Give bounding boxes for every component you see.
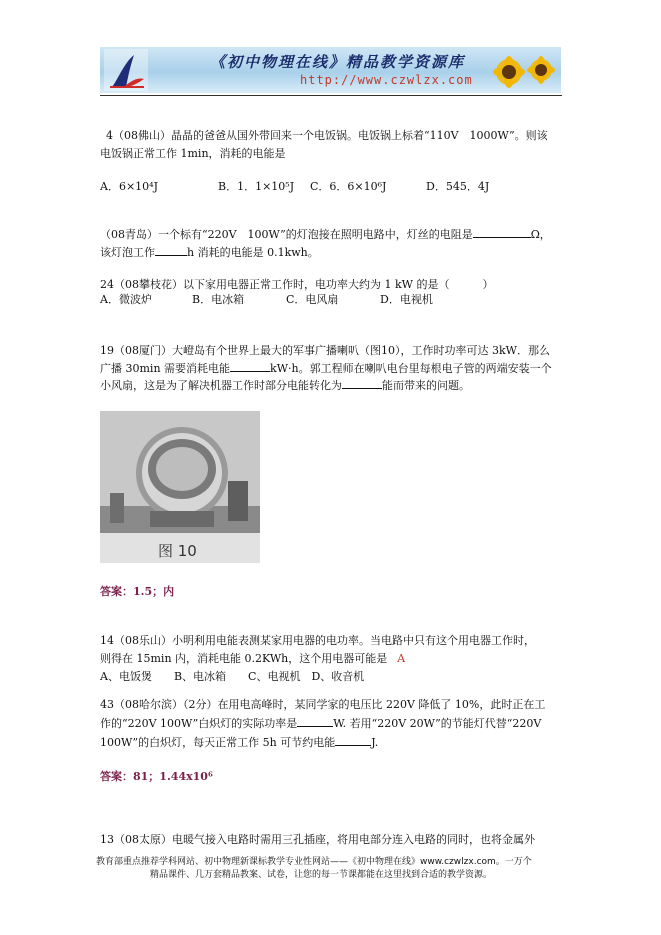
q3-option-a: A．微波炉 <box>100 293 152 306</box>
q6-blank-energy <box>335 735 371 746</box>
q4-line3 <box>100 378 470 394</box>
q3-option-c: C．电风扇 <box>286 293 339 306</box>
q7-line1: 13（08太原）电暖气接入电路时需用三孔插座，将用电部分连入电路的同时，也将金属外 <box>100 833 535 846</box>
q2-line1-text: （08青岛）一个标有“220V 100W”的灯泡接在照明电路中，灯丝的电阻是 <box>100 228 473 241</box>
q4-line3-tail: 能而带来的问题。 <box>382 379 470 392</box>
q6-line1: 43（08哈尔滨）（2分）在用电高峰时，某同学家的电压比 220V 降低了 10%，此时正在工 <box>100 698 546 711</box>
q6-line3-tail: J. <box>371 736 379 749</box>
q1-option-d: D．545．4J <box>426 180 490 193</box>
q3-option-b: B．电冰箱 <box>192 293 245 306</box>
q1-line1: 4（08佛山）晶晶的爸爸从国外带回来一个电饭锅。电饭锅上标着“110V 1000W”。则该 <box>106 129 548 142</box>
q4-line2 <box>100 361 552 377</box>
q1-line2: 电饭锅正常工作 1min，消耗的电能是 <box>100 147 286 160</box>
q6-line2 <box>100 716 541 732</box>
footer-line2: 精品课件、几万套精品教案、试卷，让您的每一节课都能在这里找到合适的教学资源。 <box>150 870 493 880</box>
q3-option-d: D．电视机 <box>380 293 433 306</box>
q2-line2 <box>100 245 319 261</box>
q4-answer: 答案：1.5；内 <box>100 585 175 598</box>
q1-option-c: C．6．6×10⁶J <box>310 180 387 193</box>
q5-line2 <box>100 651 405 667</box>
q5-line1: 14（08乐山）小明利用电能表测某家用电器的电功率。当电路中只有这个用电器工作时， <box>100 634 535 647</box>
q4-line1: 19（08厦门）大嶝岛有个世界上最大的军事广播喇叭（图10），工作时功率可达 3kW．那么 <box>100 344 550 357</box>
q6-line3 <box>100 735 378 751</box>
site-banner <box>100 47 561 93</box>
banner-title: 《初中物理在线》精品教学资源库 <box>210 53 466 71</box>
q2-blank-resistance <box>473 227 531 238</box>
q6-line3-text: 100W”的白炽灯，每天正常工作 5h 可节约电能 <box>100 736 336 749</box>
q4-line3-text: 小风扇，这是为了解决机器工作时部分电能转化为 <box>100 379 342 392</box>
figure-10-caption: 图 10 <box>158 542 197 560</box>
q4-line2-tail: kW·h。郭工程师在喇叭电台里每根电子管的两端安装一个 <box>270 362 552 375</box>
q3-line1: 24（08攀枝花）以下家用电器正常工作时，电功率大约为 1 kW 的是（ ） <box>100 278 494 291</box>
q2-line2-tail: h 消耗的电能是 0.1kwh。 <box>187 246 319 259</box>
q6-blank-power <box>297 716 333 727</box>
q2-line1-unit: Ω， <box>530 228 551 241</box>
site-logo-icon <box>104 49 148 91</box>
q5-answer-mark: A <box>397 652 406 665</box>
header-divider <box>100 95 562 96</box>
q6-answer: 答案：81；1.44x10⁶ <box>100 770 213 783</box>
q1-option-b: B．1．1×10⁵J <box>218 180 295 193</box>
q4-line2-text: 广播 30min 需要消耗电能 <box>100 362 231 375</box>
banner-url-link[interactable]: http://www.czwlzx.com <box>300 73 473 87</box>
q2-line2-text: 该灯泡工作 <box>100 246 155 259</box>
q4-blank-energy <box>230 361 270 372</box>
figure-10-loudspeaker-photo <box>100 411 260 563</box>
q2-blank-hours <box>155 245 187 256</box>
q1-option-a: A．6×10⁴J <box>100 180 158 193</box>
sunflower-icon <box>487 50 557 92</box>
q2-line1 <box>100 227 551 243</box>
q4-blank-energy-type <box>342 378 382 389</box>
q6-line2-text: 作的“220V 100W”白炽灯的实际功率是 <box>100 717 298 730</box>
q5-line2-text: 则得在 15min 内，消耗电能 0.2KWh，这个用电器可能是 <box>100 652 388 665</box>
footer-line1: 教育部重点推荐学科网站、初中物理新课标教学专业性网站——《初中物理在线》www.czwlzx.com。一万个 <box>96 857 532 867</box>
q5-options: A、电饭煲 B、电冰箱 C、电视机 D、收音机 <box>100 670 365 683</box>
q6-line2-tail: W. 若用“220V 20W”的节能灯代替“220V <box>333 717 542 730</box>
